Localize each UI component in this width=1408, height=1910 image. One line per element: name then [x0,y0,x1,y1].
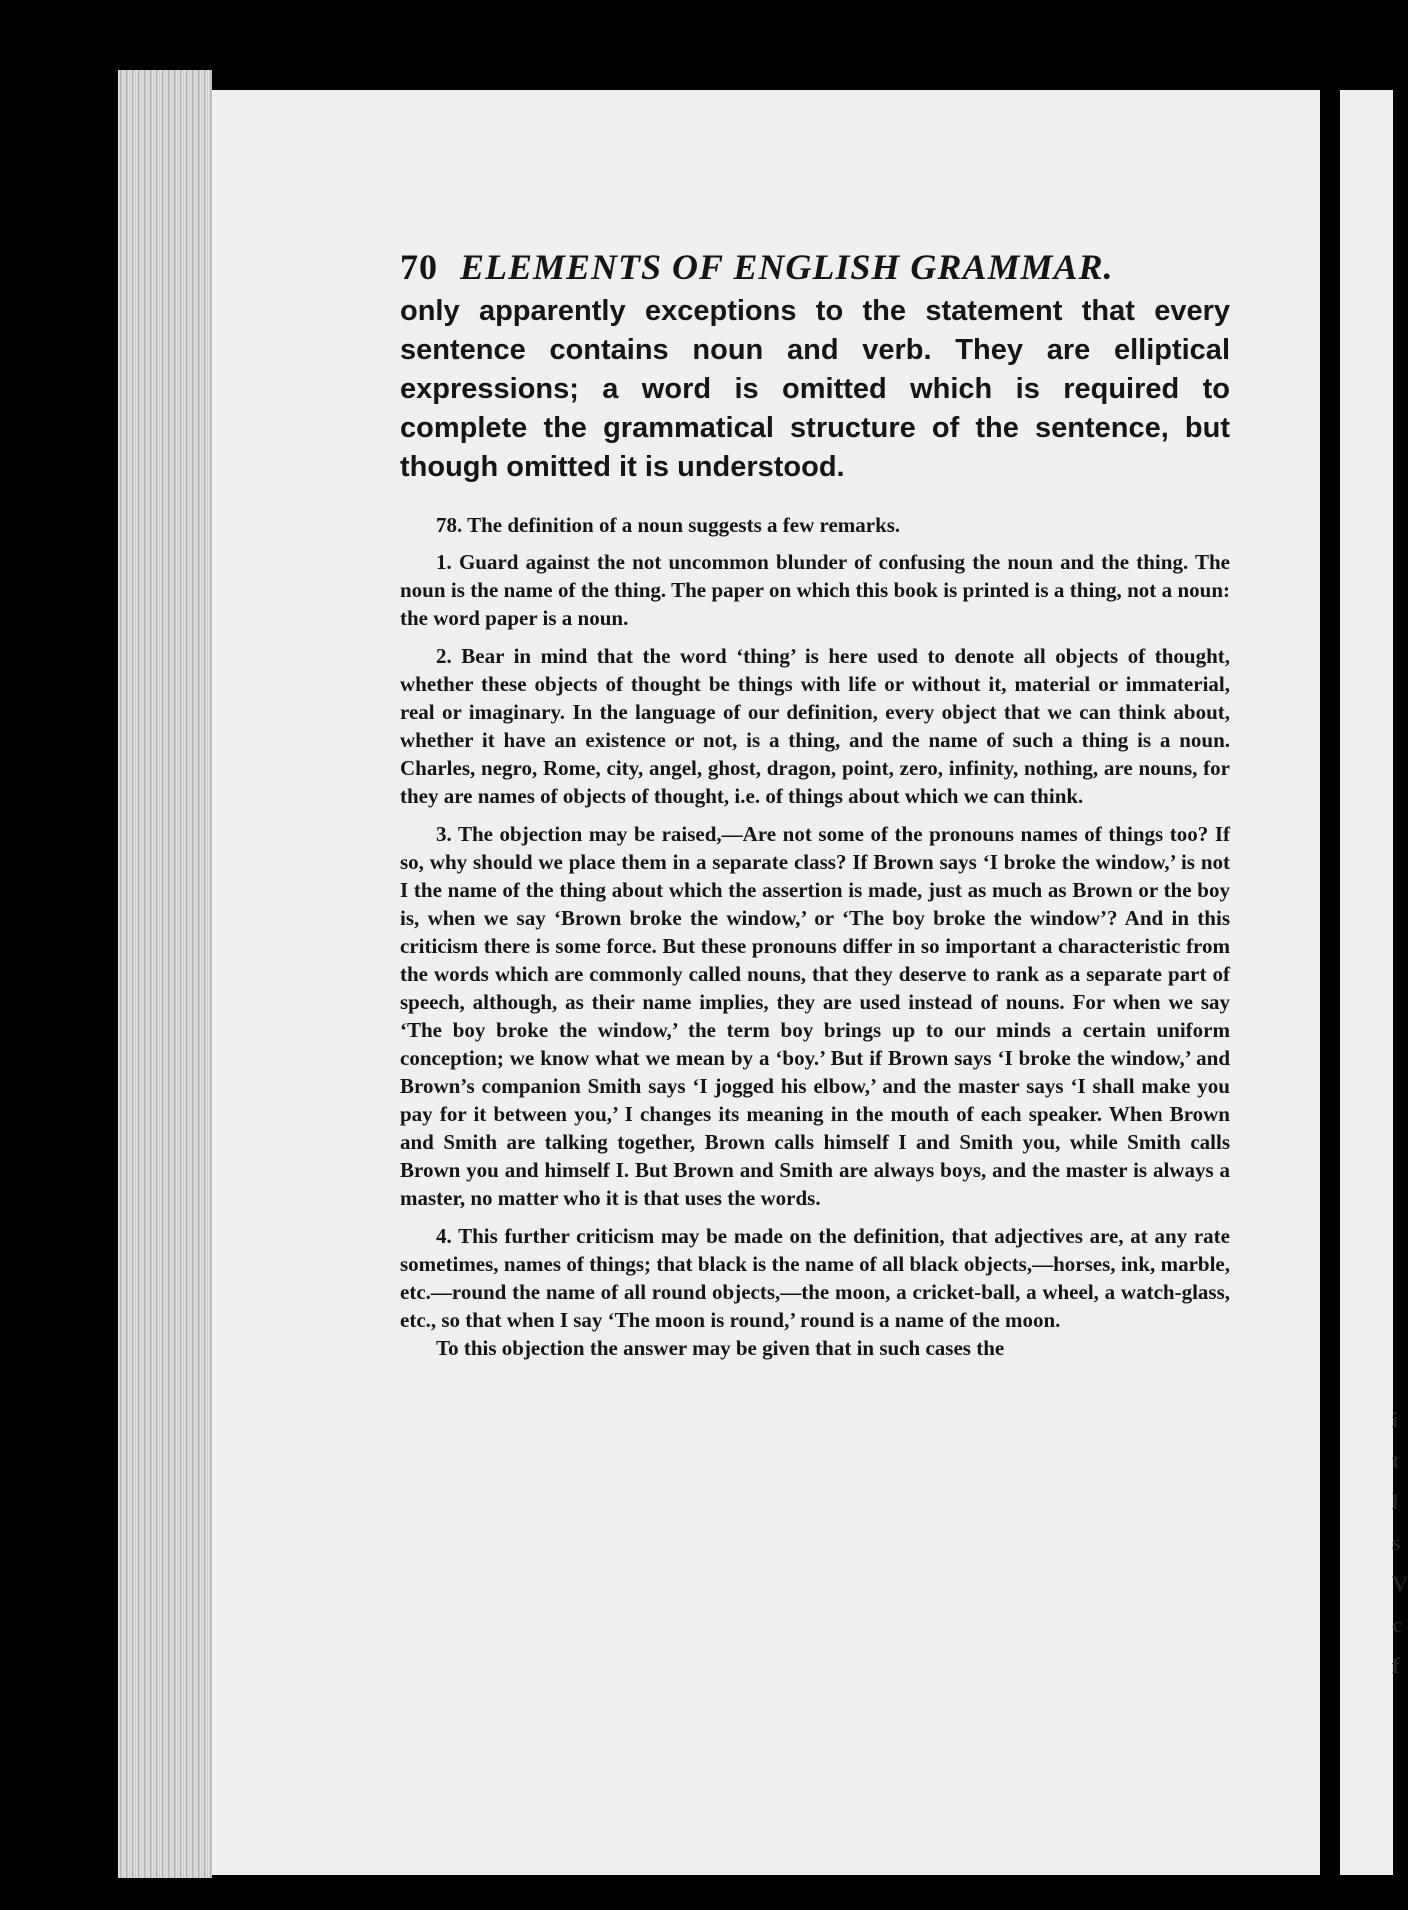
facing-page-edge [1340,90,1408,1875]
facing-page-fragment: V [1392,1571,1408,1596]
page-text-block [400,246,1230,1362]
lead-paragraph: only apparently exceptions to the statement that every sentence contains noun and verb. They are elliptical expressions; a word is omitted which is required to complete the grammatical structure of the sentence, but though omitted it is understood. [400,295,1230,483]
facing-page-fragment: i [1392,1407,1399,1432]
facing-page-fragment: c [1392,1612,1402,1637]
point-number: 1. [436,550,452,574]
closing-line: To this objection the answer may be given that in such cases the [436,1336,1005,1360]
paragraph-point-2 [400,642,1230,810]
book-title: ELEMENTS OF ENGLISH GRAMMAR. [460,247,1114,287]
page-number: 70 [400,247,438,287]
section-heading [400,513,1230,538]
section-heading-text: The definition of a noun suggests a few remarks. [467,513,901,537]
point-text: Bear in mind that the word ‘thing’ is here used to denote all objects of thought, whether these objects of thought be things with life or without it, material or immaterial, real or imaginary. In the language of our definition, every object that we can think about, whether it have an existence or not, is a thing, and the name of such a thing is a noun. Charles, negro, Rome, city, angel, ghost, dragon, point, zero, infinity, nothing, are nouns, for they are names of objects of thought, i.e. of things about which we can think. [400,644,1231,808]
paragraph-point-3 [400,820,1230,1212]
section-number: 78. [436,513,463,537]
point-number: 2. [436,644,452,668]
running-header [400,246,1230,288]
facing-page-fragment: f [1392,1653,1400,1678]
point-text: The objection may be raised,—Are not some of the pronouns names of things too? If so, why should we place them in a separate class? If Brown says ‘I broke the window,’ is not I the name of the thing about which the assertion is made, just as much as Brown or the boy is, when we say ‘Brown broke the window,’ or ‘The boy broke the window’? And in this criticism there is some force. But these pronouns differ in so important a characteristic from the words which are commonly called nouns, that they deserve to rank as a separate part of speech, although, as their name implies, they are used instead of nouns. For when we say ‘The boy broke the window,’ the term boy brings up to our minds a certain uniform conception; we know what we mean by a ‘boy.’ But if Brown says ‘I broke the window,’ and Brown’s companion Smith says ‘I jogged his elbow,’ and the master says ‘I shall make you pay for it between you,’ I changes its meaning in the mouth of each speaker. When Brown and Smith are talking together, Brown calls himself I and Smith you, while Smith calls Brown you and himself I. But Brown and Smith are always boys, and the master is always a master, no matter who it is that uses the words. [400,822,1230,1210]
point-number: 4. [436,1224,452,1248]
facing-page-fragment: s [1392,1530,1401,1555]
point-text: This further criticism may be made on the definition, that adjectives are, at any rate sometimes, names of things; that black is the name of all black objects,—horses, ink, marble, etc.—round the name of all round objects,—the moon, a cricket-ball, a wheel, a watch-glass, etc., so that when I say ‘The moon is round,’ round is a name of the moon. [400,1224,1230,1332]
point-text: Guard against the not uncommon blunder of confusing the noun and the thing. The noun is the name of the thing. The paper on which this book is printed is a thing, not a noun: the word paper is a noun. [400,550,1231,630]
facing-page-fragment: t [1392,1448,1400,1473]
paragraph-point-4 [400,1222,1230,1334]
book-spine-edge [118,70,212,1878]
facing-page-fragment: l [1392,1489,1399,1514]
paragraph-point-1 [400,548,1230,632]
point-number: 3. [436,822,452,846]
